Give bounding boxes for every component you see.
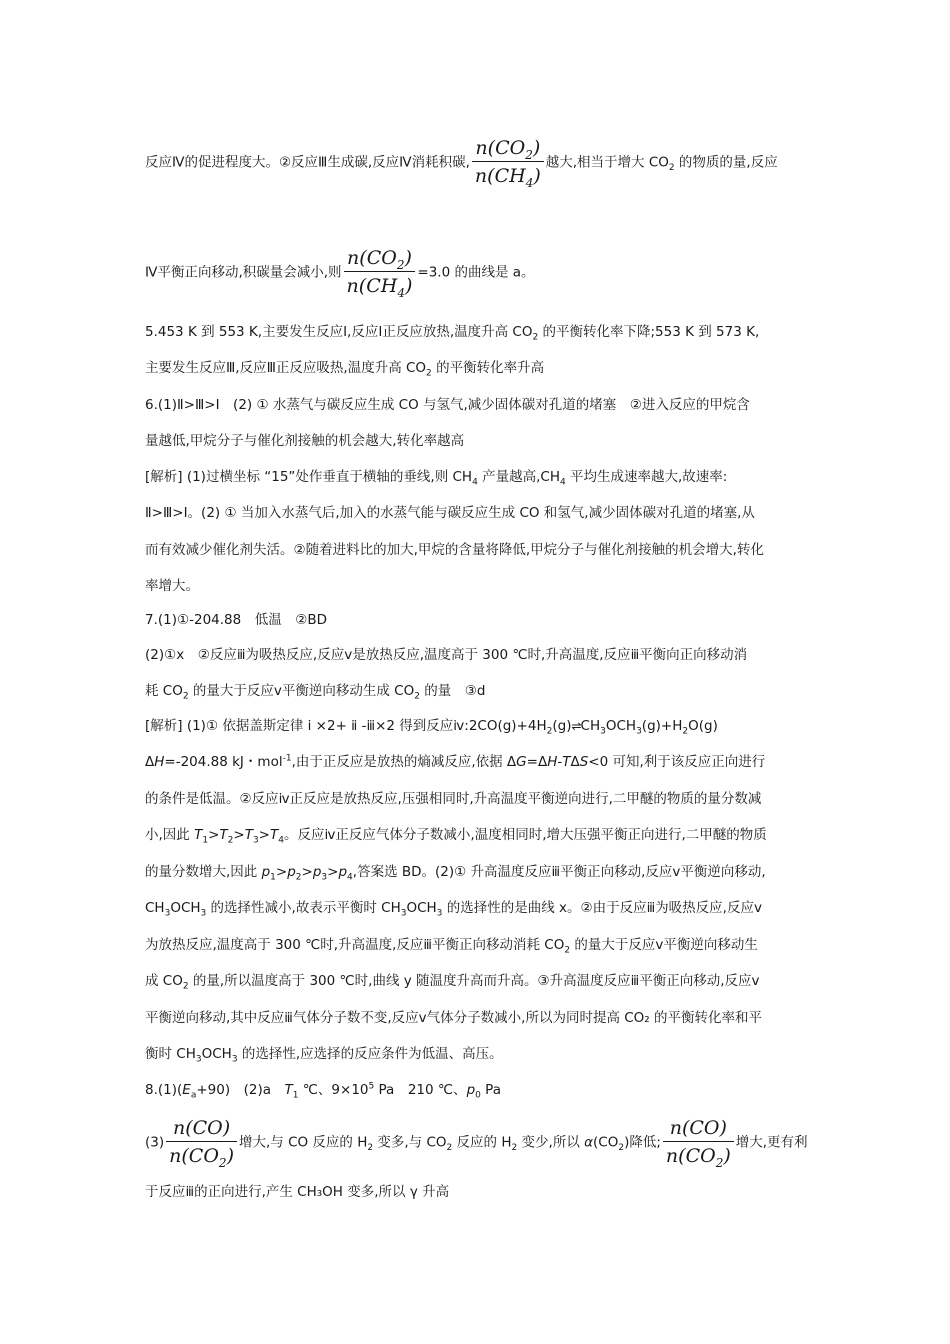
text-line: [145, 245, 810, 300]
fraction-co2-ch4: $\frac{n(CO_2)}{n(CH_4)}$: [472, 135, 544, 190]
text-line: 7.(1)①-204.88 低温 ②BD: [145, 612, 327, 628]
text: 越大,相当于增大 CO: [545, 154, 669, 171]
text: 反应Ⅳ的促进程度大。②反应Ⅲ生成碳,反应Ⅳ消耗积碳,: [145, 154, 470, 171]
text-line: 5.453 K 到 553 K,主要发生反应Ⅰ,反应Ⅰ正反应放热,温度升高 $CO_2$ 的平衡转化率下降;553 K 到 573 K,: [145, 324, 760, 343]
text-line: 成 $CO_2$ 的量,所以温度高于 300 ℃时,曲线 y 随温度升高而升高。③升高温度反应ⅲ平衡正向移动,反应ⅴ: [145, 973, 760, 992]
text: Ⅳ平衡正向移动,积碳量会减小,则: [145, 264, 342, 281]
text-line: 量越低,甲烷分子与催化剂接触的机会越大,转化率越高: [145, 433, 465, 449]
text-line: 率增大。: [145, 578, 199, 594]
text-line: $8.(1)(E_a+90)$ (2)a $T_1$ ℃、$9\times 10^5$ Pa 210 ℃、$p_0$ Pa: [145, 1081, 501, 1101]
text-line: ΔH=-204.88 kJ・mol$^{-1}$,由于正反应是放热的熵减反应,依据 ΔG=ΔH-TΔS<0 可知,利于该反应正向进行: [145, 753, 766, 770]
text-line: [解析] (1)过横坐标 “15”处作垂直于横轴的垂线,则 $CH_4$ 产量越高$,CH_4$ 平均生成速率越大,故速率:: [145, 469, 728, 488]
text-line: 而有效减少催化剂失活。②随着进料比的加大,甲烷的含量将降低,甲烷分子与催化剂接触的机会增大,转化: [145, 542, 764, 558]
fraction-co2-ch4: $\frac{n(CO_2)}{n(CH_4)}$: [344, 245, 416, 300]
text-line: 耗 $CO_2$ 的量大于反应ⅴ平衡逆向移动生成 $CO_2$ 的量 ③d: [145, 683, 486, 702]
fraction-co-co2: $\frac{n(CO)}{n(CO_2)}$: [166, 1115, 237, 1170]
text-line: 衡时 $CH_3OCH_3$ 的选择性,应选择的反应条件为低温、高压。: [145, 1046, 503, 1065]
text-line: 主要发生反应Ⅲ,反应Ⅲ正反应吸热,温度升高 $CO_2$ 的平衡转化率升高: [145, 360, 545, 379]
text-line: [解析] (1)① 依据盖斯定律 ⅰ ×2+ ⅱ -ⅲ×2 得到反应$ⅳ:2CO(g)+4H_2(g)\rightleftharpoons CH_3OCH_3(g)+H_2O(g)$: [145, 718, 718, 737]
text-line: 反应Ⅳ的促进程度大。②反应Ⅲ生成碳,反应Ⅳ消耗积碳, $\frac{n(CO_2)}{n(CH_4)}$ 越大,相当于增大 $CO_2$ 的物质的量,反应: [145, 137, 778, 190]
text-line: $CH_3OCH_3$ 的选择性减小,故表示平衡时 $CH_3OCH_3$ 的选择性的是曲线 x。②由于反应ⅲ为吸热反应,反应ⅴ: [145, 900, 762, 919]
text-line: 平衡逆向移动,其中反应ⅲ气体分子数不变,反应ⅴ气体分子数减小,所以为同时提高 CO₂ 的平衡转化率和平: [145, 1010, 763, 1026]
text-line: 小,因此 $T_1>T_2>T_3>T_4$。反应ⅳ正反应气体分子数减小,温度相同时,增大压强平衡正向进行,二甲醚的物质: [145, 827, 767, 846]
text-line: (3) $\frac{n(CO)}{n(CO_2)}$ 增大,与 CO 反应的 $H_2$ 变多,与 $CO_2$ 反应的 $H_2$ 变少,所以 $\alpha(CO_2)$降低; $\frac{n(CO)}{n(CO_2)}$ 增大,更有利: [145, 1117, 808, 1170]
text-line: 于反应ⅲ的正向进行,产生 CH₃OH 变多,所以 γ 升高: [145, 1184, 450, 1200]
text-line: Ⅱ>Ⅲ>Ⅰ。(2) ① 当加入水蒸气后,加入的水蒸气能与碳反应生成 CO 和氢气,减少固体碳对孔道的堵塞,从: [145, 505, 755, 521]
text: =3.0 的曲线是 a。: [417, 264, 535, 281]
equilibrium-arrow-icon: ⇌: [571, 719, 581, 733]
text-line: 的条件是低温。②反应ⅳ正反应是放热反应,压强相同时,升高温度平衡逆向进行,二甲醚的物质的量分数减: [145, 791, 762, 807]
text-line: 为放热反应,温度高于 300 ℃时,升高温度,反应ⅲ平衡正向移动消耗 $CO_2$ 的量大于反应ⅴ平衡逆向移动生: [145, 937, 758, 956]
text-line: 6.(1)Ⅱ>Ⅲ>Ⅰ (2) ① 水蒸气与碳反应生成 CO 与氢气,减少固体碳对孔道的堵塞 ②进入反应的甲烷含: [145, 397, 750, 413]
text-line: 的量分数增大,因此 $p_1>p_2>p_3>p_4$,答案选 BD。(2)① 升高温度反应ⅲ平衡正向移动,反应ⅴ平衡逆向移动,: [145, 864, 766, 883]
text-line: (2)①x ②反应ⅲ为吸热反应,反应ⅴ是放热反应,温度高于 300 ℃时,升高温度,反应ⅲ平衡向正向移动消: [145, 647, 748, 663]
text: 的物质的量,反应: [674, 154, 778, 171]
fraction-co-co2: $\frac{n(CO)}{n(CO_2)}$: [663, 1115, 734, 1170]
